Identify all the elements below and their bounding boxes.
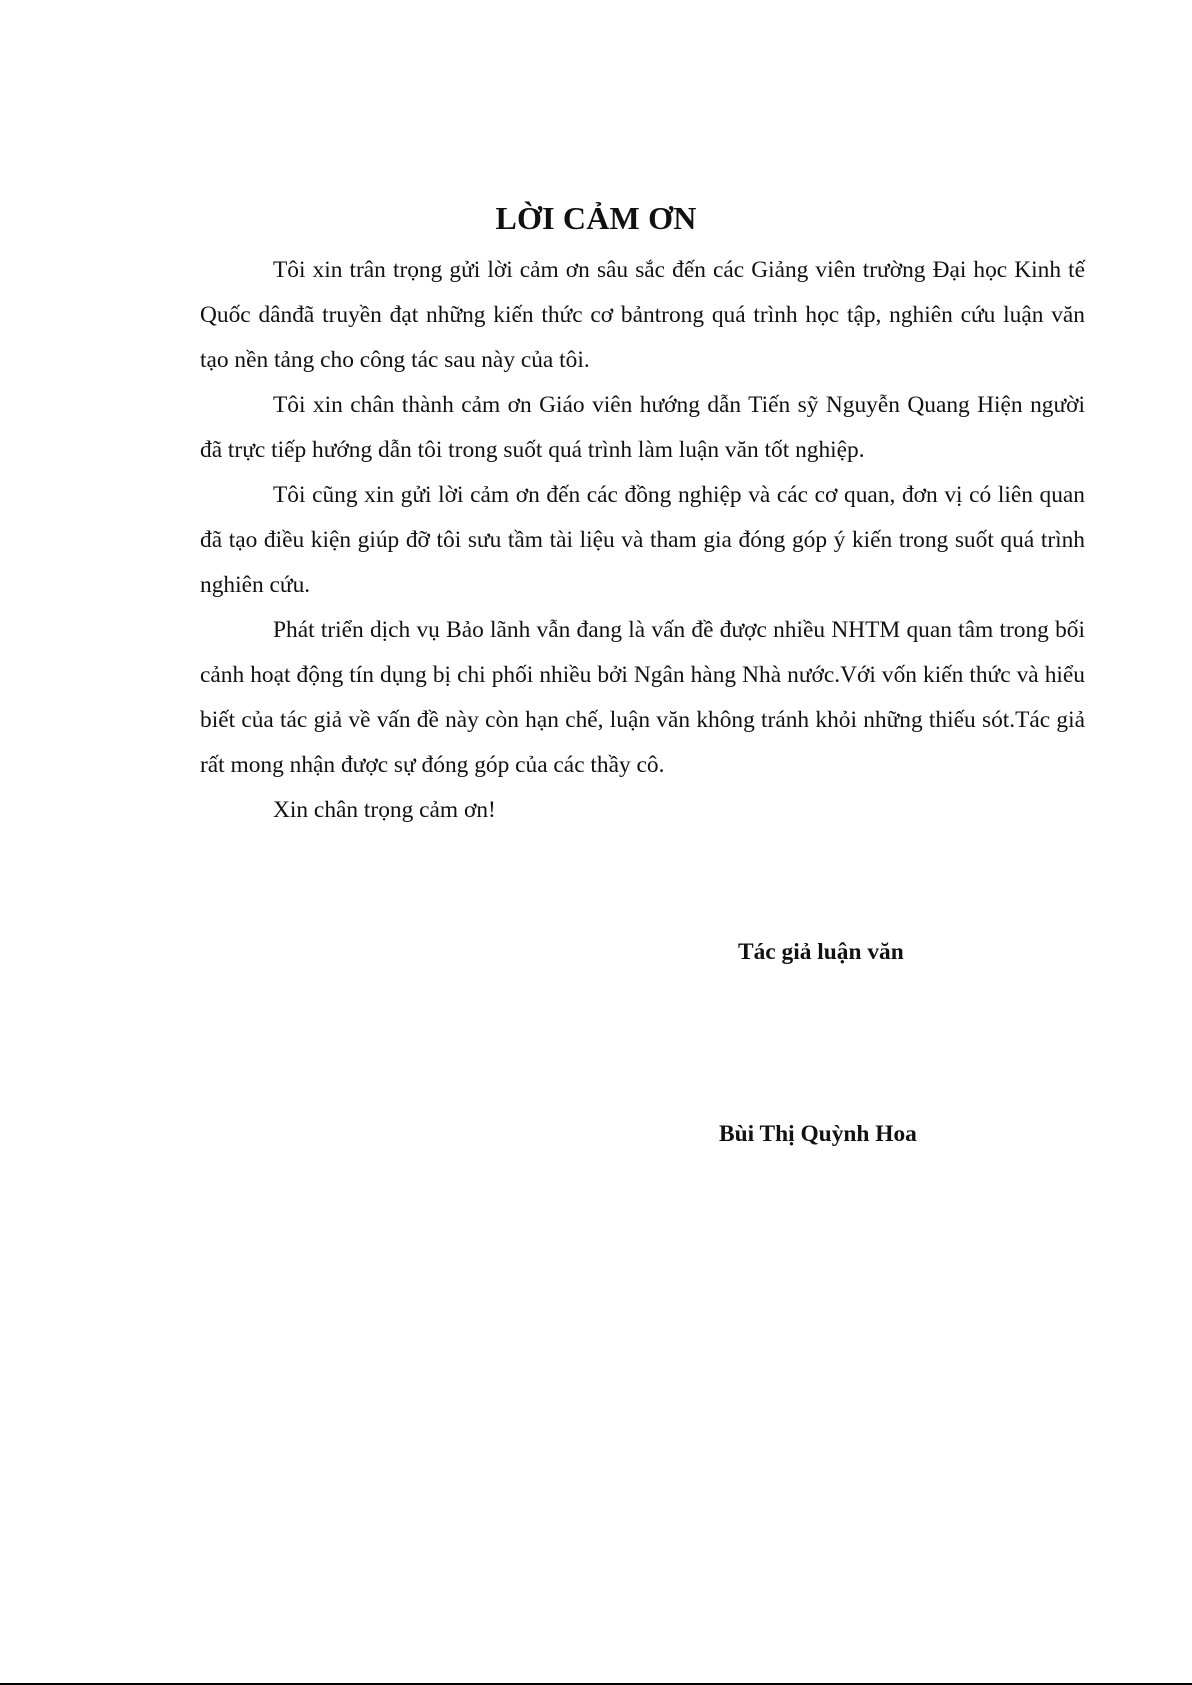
page-title: LỜI CẢM ƠN — [495, 200, 697, 236]
paragraph-thanks-colleagues: Tôi cũng xin gửi lời cảm ơn đến các đồng nghiệp và các cơ quan, đơn vị có liên quan đã tạo điều kiện giúp đỡ tôi sưu tầm tài liệu và tham gia đóng góp ý kiến trong suốt quá trình nghiên cứu. — [200, 482, 1085, 598]
paragraph-thanks-lecturers: Tôi xin trân trọng gửi lời cảm ơn sâu sắc đến các Giảng viên trường Đại học Kinh tế Quốc dânđã truyền đạt những kiến thức cơ bảntrong quá trình học tập, nghiên cứu luận văn tạo nền tảng cho công tác sau này của tôi. — [200, 257, 1085, 373]
signature-name: Bùi Thị Quỳnh Hoa — [719, 1121, 917, 1147]
signature-role: Tác giả luận văn — [738, 939, 904, 965]
body-text — [200, 248, 1085, 833]
paragraph-thanks-supervisor: Tôi xin chân thành cảm ơn Giáo viên hướng dẫn Tiến sỹ Nguyễn Quang Hiện người đã trực tiếp hướng dẫn tôi trong suốt quá trình làm luận văn tốt nghiệp. — [200, 392, 1085, 463]
paragraph-thesis-context: Phát triển dịch vụ Bảo lãnh vẫn đang là vấn đề được nhiều NHTM quan tâm trong bối cảnh hoạt động tín dụng bị chi phối nhiều bởi Ngân hàng Nhà nước.Với vốn kiến thức và hiểu biết của tác giả về vấn đề này còn hạn chế, luận văn không tránh khỏi những thiếu sót.Tác giả rất mong nhận được sự đóng góp của các thầy cô. — [200, 617, 1085, 778]
paragraph-closing: Xin chân trọng cảm ơn! — [273, 797, 496, 823]
